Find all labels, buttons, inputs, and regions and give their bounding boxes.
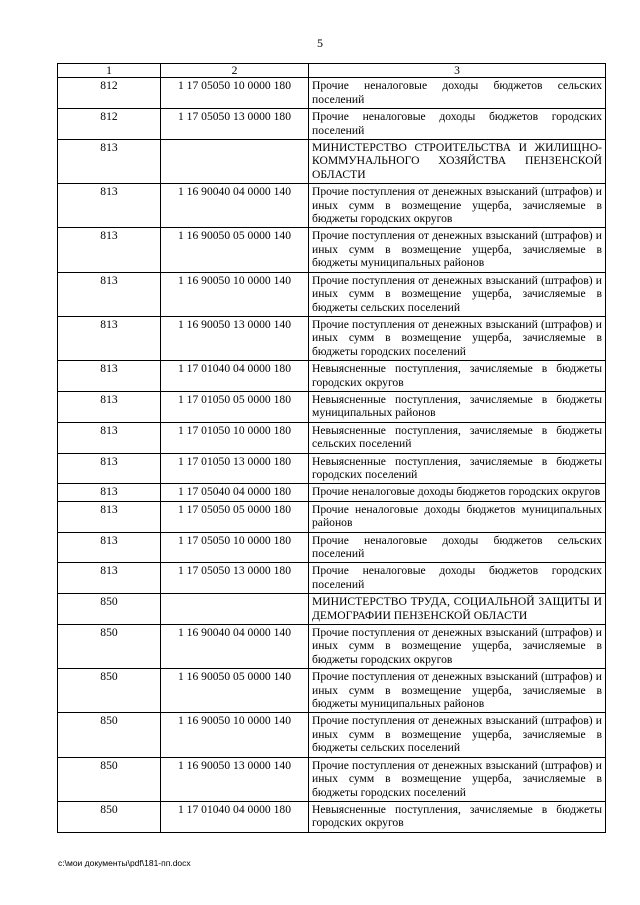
admin-code-cell: 812 (58, 78, 161, 109)
admin-code-cell: 813 (58, 140, 161, 184)
description-cell: Прочие поступления от денежных взысканий (штрафов) и иных сумм в возмещение ущерба, зачисляемые в бюджеты сельских поселений (309, 713, 606, 757)
admin-code-cell: 813 (58, 272, 161, 316)
description-cell: Прочие поступления от денежных взысканий (штрафов) и иных сумм в возмещение ущерба, зачисляемые в бюджеты городских округов (309, 184, 606, 228)
admin-code-cell: 850 (58, 625, 161, 669)
admin-code-cell: 813 (58, 453, 161, 484)
admin-code-cell: 813 (58, 391, 161, 422)
admin-code-cell: 813 (58, 484, 161, 501)
revenue-code-cell: 1 17 01050 13 0000 180 (161, 453, 309, 484)
admin-code-cell: 813 (58, 501, 161, 532)
header-col-2: 2 (161, 64, 309, 78)
table-row (58, 501, 606, 532)
description-cell: Прочие неналоговые доходы бюджетов муниципальных районов (309, 501, 606, 532)
revenue-code-cell: 1 17 01050 10 0000 180 (161, 422, 309, 453)
description-cell: Невыясненные поступления, зачисляемые в бюджеты городских округов (309, 801, 606, 832)
description-cell: Прочие неналоговые доходы бюджетов сельских поселений (309, 532, 606, 563)
table-row (58, 801, 606, 832)
description-cell: Прочие поступления от денежных взысканий (штрафов) и иных сумм в возмещение ущерба, зачисляемые в бюджеты сельских поселений (309, 272, 606, 316)
table-row (58, 422, 606, 453)
description-cell: Невыясненные поступления, зачисляемые в бюджеты сельских поселений (309, 422, 606, 453)
table-row (58, 757, 606, 801)
admin-code-cell: 812 (58, 109, 161, 140)
description-cell: Прочие неналоговые доходы бюджетов городских поселений (309, 109, 606, 140)
description-cell: Прочие поступления от денежных взысканий (штрафов) и иных сумм в возмещение ущерба, зачисляемые в бюджеты муниципальных районов (309, 228, 606, 272)
admin-code-cell: 813 (58, 563, 161, 594)
revenue-code-cell: 1 16 90050 10 0000 140 (161, 272, 309, 316)
table-row (58, 109, 606, 140)
revenue-code-cell: 1 16 90040 04 0000 140 (161, 184, 309, 228)
admin-code-cell: 813 (58, 184, 161, 228)
admin-code-cell: 813 (58, 422, 161, 453)
table-row (58, 453, 606, 484)
table-row (58, 594, 606, 625)
description-cell: МИНИСТЕРСТВО СТРОИТЕЛЬСТВА И ЖИЛИЩНО-КОММУНАЛЬНОГО ХОЗЯЙСТВА ПЕНЗЕНСКОЙ ОБЛАСТИ (309, 140, 606, 184)
description-cell: Невыясненные поступления, зачисляемые в бюджеты городских округов (309, 361, 606, 392)
revenue-code-cell: 1 17 01040 04 0000 180 (161, 801, 309, 832)
revenue-code-cell: 1 16 90050 05 0000 140 (161, 669, 309, 713)
description-cell: Прочие поступления от денежных взысканий (штрафов) и иных сумм в возмещение ущерба, зачисляемые в бюджеты городских округов (309, 625, 606, 669)
admin-code-cell: 850 (58, 713, 161, 757)
admin-code-cell: 850 (58, 669, 161, 713)
admin-code-cell: 813 (58, 316, 161, 360)
revenue-code-cell: 1 16 90050 10 0000 140 (161, 713, 309, 757)
admin-code-cell: 850 (58, 801, 161, 832)
description-cell: МИНИСТЕРСТВО ТРУДА, СОЦИАЛЬНОЙ ЗАЩИТЫ И ДЕМОГРАФИИ ПЕНЗЕНСКОЙ ОБЛАСТИ (309, 594, 606, 625)
table-row (58, 78, 606, 109)
revenue-code-cell: 1 17 05050 10 0000 180 (161, 532, 309, 563)
revenue-code-cell: 1 17 05050 13 0000 180 (161, 109, 309, 140)
table-row (58, 316, 606, 360)
table-row (58, 272, 606, 316)
table-row (58, 563, 606, 594)
table-row (58, 140, 606, 184)
description-cell: Прочие поступления от денежных взысканий (штрафов) и иных сумм в возмещение ущерба, зачисляемые в бюджеты городских поселений (309, 316, 606, 360)
revenue-code-cell (161, 594, 309, 625)
admin-code-cell: 850 (58, 594, 161, 625)
revenue-code-cell: 1 16 90050 13 0000 140 (161, 316, 309, 360)
description-cell: Прочие неналоговые доходы бюджетов сельских поселений (309, 78, 606, 109)
description-cell: Прочие неналоговые доходы бюджетов городских округов (309, 484, 606, 501)
admin-code-cell: 813 (58, 361, 161, 392)
revenue-code-cell: 1 16 90040 04 0000 140 (161, 625, 309, 669)
table-row (58, 361, 606, 392)
revenue-codes-table (57, 63, 606, 833)
revenue-code-cell: 1 17 05040 04 0000 180 (161, 484, 309, 501)
revenue-code-cell: 1 17 05050 13 0000 180 (161, 563, 309, 594)
description-cell: Невыясненные поступления, зачисляемые в бюджеты городских поселений (309, 453, 606, 484)
header-col-1: 1 (58, 64, 161, 78)
revenue-code-cell: 1 16 90050 13 0000 140 (161, 757, 309, 801)
revenue-code-cell (161, 140, 309, 184)
revenue-code-cell: 1 16 90050 05 0000 140 (161, 228, 309, 272)
table-row (58, 228, 606, 272)
description-cell: Прочие поступления от денежных взысканий (штрафов) и иных сумм в возмещение ущерба, зачисляемые в бюджеты городских поселений (309, 757, 606, 801)
description-cell: Прочие поступления от денежных взысканий (штрафов) и иных сумм в возмещение ущерба, зачисляемые в бюджеты муниципальных районов (309, 669, 606, 713)
footer-file-path: c:\мои документы\pdf\181-пп.docx (58, 858, 191, 868)
revenue-code-cell: 1 17 01040 04 0000 180 (161, 361, 309, 392)
table-header-row (58, 64, 606, 78)
revenue-code-cell: 1 17 05050 10 0000 180 (161, 78, 309, 109)
admin-code-cell: 850 (58, 757, 161, 801)
table-row (58, 669, 606, 713)
table-row (58, 713, 606, 757)
revenue-code-cell: 1 17 05050 05 0000 180 (161, 501, 309, 532)
table-row (58, 391, 606, 422)
admin-code-cell: 813 (58, 228, 161, 272)
admin-code-cell: 813 (58, 532, 161, 563)
description-cell: Прочие неналоговые доходы бюджетов городских поселений (309, 563, 606, 594)
table-row (58, 184, 606, 228)
page-number: 5 (317, 36, 323, 50)
revenue-code-cell: 1 17 01050 05 0000 180 (161, 391, 309, 422)
table-row (58, 625, 606, 669)
description-cell: Невыясненные поступления, зачисляемые в бюджеты муниципальных районов (309, 391, 606, 422)
table-row (58, 484, 606, 501)
table-row (58, 532, 606, 563)
header-col-3: 3 (309, 64, 606, 78)
